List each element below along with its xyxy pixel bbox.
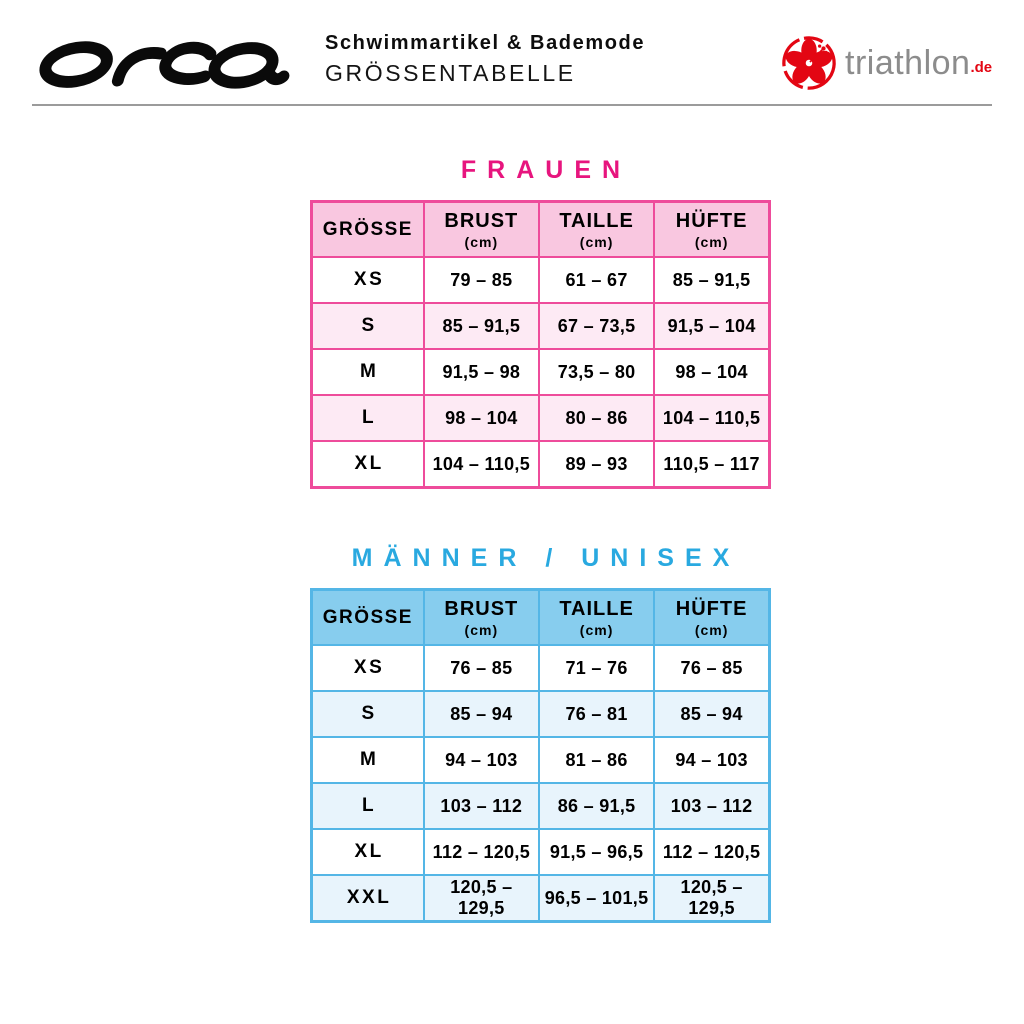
column-header-taille bbox=[539, 202, 654, 258]
header-text-block bbox=[325, 32, 645, 87]
value-cell: 98 – 104 bbox=[424, 395, 539, 441]
value-cell: 81 – 86 bbox=[539, 737, 654, 783]
partner-name bbox=[845, 44, 992, 83]
column-header-grsse bbox=[312, 590, 424, 646]
column-label: BRUST bbox=[444, 209, 519, 232]
column-unit: (cm) bbox=[464, 233, 499, 250]
table-row-xs bbox=[312, 257, 770, 303]
triathlon-de-logo bbox=[780, 34, 992, 92]
table-row-xxl bbox=[312, 875, 770, 922]
value-cell: 85 – 94 bbox=[424, 691, 539, 737]
column-unit: (cm) bbox=[579, 621, 614, 638]
value-cell: 85 – 91,5 bbox=[654, 257, 769, 303]
size-cell: M bbox=[312, 349, 424, 395]
column-unit: (cm) bbox=[464, 621, 499, 638]
value-cell: 94 – 103 bbox=[424, 737, 539, 783]
value-cell: 112 – 120,5 bbox=[654, 829, 769, 875]
table-row-s bbox=[312, 303, 770, 349]
frauen-title: FRAUEN bbox=[460, 156, 632, 184]
header-subtitle: Schwimmartikel & Bademode bbox=[325, 32, 646, 54]
column-header-brust bbox=[424, 590, 539, 646]
size-cell: S bbox=[312, 691, 424, 737]
value-cell: 89 – 93 bbox=[539, 441, 654, 488]
hibiscus-flower-icon bbox=[780, 34, 838, 92]
page-title: GRÖSSENTABELLE bbox=[325, 60, 576, 86]
column-label: TAILLE bbox=[559, 209, 634, 232]
section-frauen bbox=[310, 156, 771, 489]
table-row-s bbox=[312, 691, 770, 737]
column-label: GRÖSSE bbox=[322, 606, 413, 628]
column-label: HÜFTE bbox=[675, 597, 748, 620]
size-cell: L bbox=[312, 395, 424, 441]
value-cell: 91,5 – 104 bbox=[654, 303, 769, 349]
header-row bbox=[312, 202, 770, 258]
size-cell: M bbox=[312, 737, 424, 783]
value-cell: 94 – 103 bbox=[654, 737, 769, 783]
frauen-table-container bbox=[310, 200, 771, 489]
column-header-brust bbox=[424, 202, 539, 258]
value-cell: 67 – 73,5 bbox=[539, 303, 654, 349]
column-label: GRÖSSE bbox=[322, 218, 413, 240]
table-row-xl bbox=[312, 829, 770, 875]
column-header-grsse bbox=[312, 202, 424, 258]
frauen-table bbox=[310, 200, 771, 489]
column-unit: (cm) bbox=[579, 233, 614, 250]
column-label: HÜFTE bbox=[675, 209, 748, 232]
table-row-xl bbox=[312, 441, 770, 488]
table-row-xs bbox=[312, 645, 770, 691]
value-cell: 104 – 110,5 bbox=[424, 441, 539, 488]
value-cell: 110,5 – 117 bbox=[654, 441, 769, 488]
value-cell: 96,5 – 101,5 bbox=[539, 875, 654, 922]
value-cell: 85 – 91,5 bbox=[424, 303, 539, 349]
value-cell: 85 – 94 bbox=[654, 691, 769, 737]
column-header-hfte bbox=[654, 202, 769, 258]
value-cell: 120,5 – 129,5 bbox=[654, 875, 769, 922]
value-cell: 98 – 104 bbox=[654, 349, 769, 395]
size-cell: XL bbox=[312, 829, 424, 875]
table-row-m bbox=[312, 737, 770, 783]
value-cell: 103 – 112 bbox=[424, 783, 539, 829]
column-label: BRUST bbox=[444, 597, 519, 620]
value-cell: 104 – 110,5 bbox=[654, 395, 769, 441]
size-cell: XS bbox=[312, 257, 424, 303]
table-row-m bbox=[312, 349, 770, 395]
value-cell: 112 – 120,5 bbox=[424, 829, 539, 875]
header-row bbox=[312, 590, 770, 646]
partner-tld: .de bbox=[970, 58, 993, 76]
value-cell: 80 – 86 bbox=[539, 395, 654, 441]
value-cell: 61 – 67 bbox=[539, 257, 654, 303]
header-divider bbox=[32, 104, 992, 106]
value-cell: 76 – 85 bbox=[654, 645, 769, 691]
size-cell: L bbox=[312, 783, 424, 829]
value-cell: 120,5 – 129,5 bbox=[424, 875, 539, 922]
column-unit: (cm) bbox=[694, 233, 729, 250]
value-cell: 91,5 – 96,5 bbox=[539, 829, 654, 875]
value-cell: 79 – 85 bbox=[424, 257, 539, 303]
table-row-l bbox=[312, 395, 770, 441]
size-cell: XL bbox=[312, 441, 424, 488]
size-cell: XXL bbox=[312, 875, 424, 922]
column-unit: (cm) bbox=[694, 621, 729, 638]
section-maenner-unisex bbox=[310, 544, 771, 923]
orca-logo bbox=[34, 26, 292, 98]
value-cell: 103 – 112 bbox=[654, 783, 769, 829]
size-cell: S bbox=[312, 303, 424, 349]
value-cell: 86 – 91,5 bbox=[539, 783, 654, 829]
maenner-unisex-table-container bbox=[310, 588, 771, 923]
table-row-l bbox=[312, 783, 770, 829]
partner-name-text: triathlon bbox=[845, 43, 971, 82]
column-header-taille bbox=[539, 590, 654, 646]
value-cell: 91,5 – 98 bbox=[424, 349, 539, 395]
value-cell: 71 – 76 bbox=[539, 645, 654, 691]
maenner-unisex-table bbox=[310, 588, 771, 923]
value-cell: 76 – 81 bbox=[539, 691, 654, 737]
value-cell: 73,5 – 80 bbox=[539, 349, 654, 395]
column-label: TAILLE bbox=[559, 597, 634, 620]
maenner-unisex-title: MÄNNER / UNISEX bbox=[351, 544, 741, 572]
column-header-hfte bbox=[654, 590, 769, 646]
size-cell: XS bbox=[312, 645, 424, 691]
value-cell: 76 – 85 bbox=[424, 645, 539, 691]
